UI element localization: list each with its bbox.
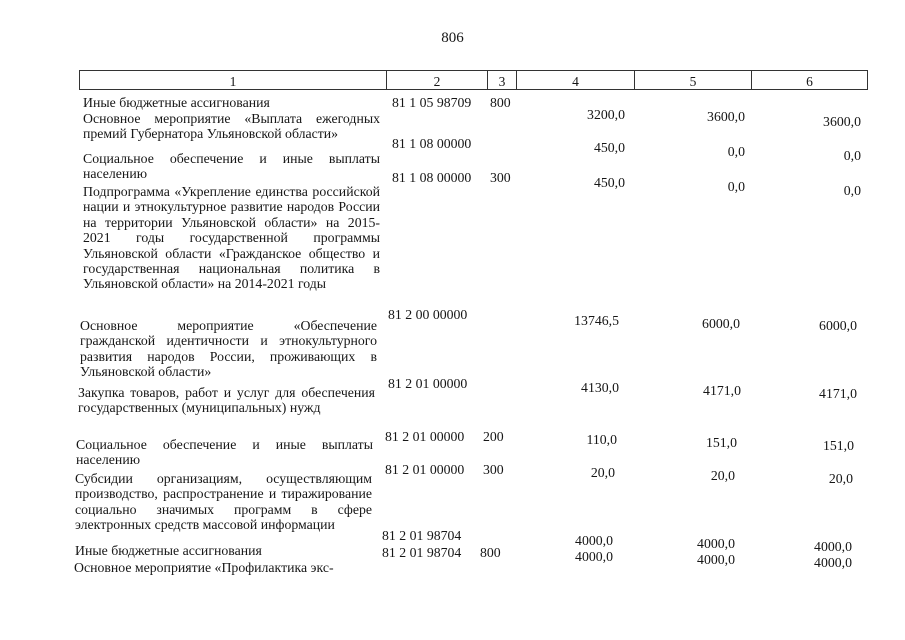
row-description: Основное мероприятие «Профилактика экс-	[74, 560, 334, 575]
row-value-col5: 4000,0	[697, 536, 735, 551]
row-description: Основное мероприятие «Выплата ежегодных премий Губернатора Ульяновской области»	[83, 111, 380, 142]
header-col-4: 4	[516, 70, 635, 90]
row-value-col4: 4000,0	[575, 549, 613, 564]
page-number: 806	[441, 30, 464, 46]
row-value-col4: 13746,5	[574, 313, 619, 328]
row-code: 81 2 01 00000	[388, 376, 468, 391]
row-expense-type: 200	[483, 429, 504, 444]
row-value-col4: 450,0	[593, 140, 625, 155]
row-value-col5: 0,0	[727, 179, 745, 194]
row-code: 81 2 01 98704	[382, 528, 462, 543]
row-value-col6: 151,0	[822, 438, 854, 453]
row-code: 81 2 00 00000	[388, 307, 468, 322]
row-value-col5: 4000,0	[697, 552, 735, 567]
row-value-col6: 4000,0	[814, 555, 852, 570]
row-description: Иные бюджетные ассигнования	[75, 543, 262, 558]
row-value-col6: 4000,0	[814, 539, 852, 554]
row-expense-type: 800	[490, 95, 511, 110]
row-description: Субсидии организациям, осуществляющим производство, распространение и тиражирование социально значимых программ в сфере электронных средств массовой информации	[75, 471, 372, 533]
row-value-col6: 6000,0	[819, 318, 857, 333]
row-code: 81 1 05 98709	[392, 95, 472, 110]
row-description: Закупка товаров, работ и услуг для обеспечения государственных (муниципальных) нужд	[78, 385, 375, 416]
row-value-col5: 3600,0	[707, 109, 745, 124]
header-col-5: 5	[634, 70, 752, 90]
row-value-col4: 20,0	[590, 465, 615, 480]
row-code: 81 2 01 00000	[385, 429, 465, 444]
row-code: 81 2 01 98704	[382, 545, 462, 560]
row-expense-type: 800	[480, 545, 501, 560]
row-code: 81 1 08 00000	[392, 136, 472, 151]
row-value-col4: 3200,0	[587, 107, 625, 122]
row-description: Основное мероприятие «Обеспечение гражданской идентичности и этнокультурного развития народов России, проживающих в Ульяновской области»	[80, 318, 377, 380]
header-col-6: 6	[751, 70, 868, 90]
row-value-col4: 4130,0	[581, 380, 619, 395]
row-code: 81 1 08 00000	[392, 170, 472, 185]
row-value-col4: 4000,0	[575, 533, 613, 548]
row-expense-type: 300	[490, 170, 511, 185]
row-value-col5: 4171,0	[703, 383, 741, 398]
table-header	[79, 70, 868, 90]
row-value-col4: 110,0	[586, 432, 617, 447]
row-value-col6: 0,0	[843, 183, 861, 198]
row-description: Подпрограмма «Укрепление единства российской нации и этнокультурное развитие народов России на территории Ульяновской области» на 2015-2021 годы государственной программы Ульяновской области «Гражданское общество и государственная национальная политика в Ульяновской области» на 2014-2021 годы	[83, 184, 380, 292]
row-expense-type: 300	[483, 462, 504, 477]
header-col-1: 1	[79, 70, 387, 90]
row-value-col6: 20,0	[828, 471, 853, 486]
row-description: Социальное обеспечение и иные выплаты населению	[76, 437, 373, 468]
row-value-col6: 3600,0	[823, 114, 861, 129]
header-col-2: 2	[386, 70, 488, 90]
row-value-col5: 20,0	[710, 468, 735, 483]
header-col-3: 3	[487, 70, 517, 90]
row-description: Социальное обеспечение и иные выплаты населению	[83, 151, 380, 182]
row-description: Иные бюджетные ассигнования	[83, 95, 270, 110]
row-value-col4: 450,0	[593, 175, 625, 190]
row-value-col5: 151,0	[705, 435, 737, 450]
row-value-col6: 0,0	[843, 148, 861, 163]
row-value-col6: 4171,0	[819, 386, 857, 401]
row-value-col5: 6000,0	[702, 316, 740, 331]
row-value-col5: 0,0	[727, 144, 745, 159]
row-code: 81 2 01 00000	[385, 462, 465, 477]
